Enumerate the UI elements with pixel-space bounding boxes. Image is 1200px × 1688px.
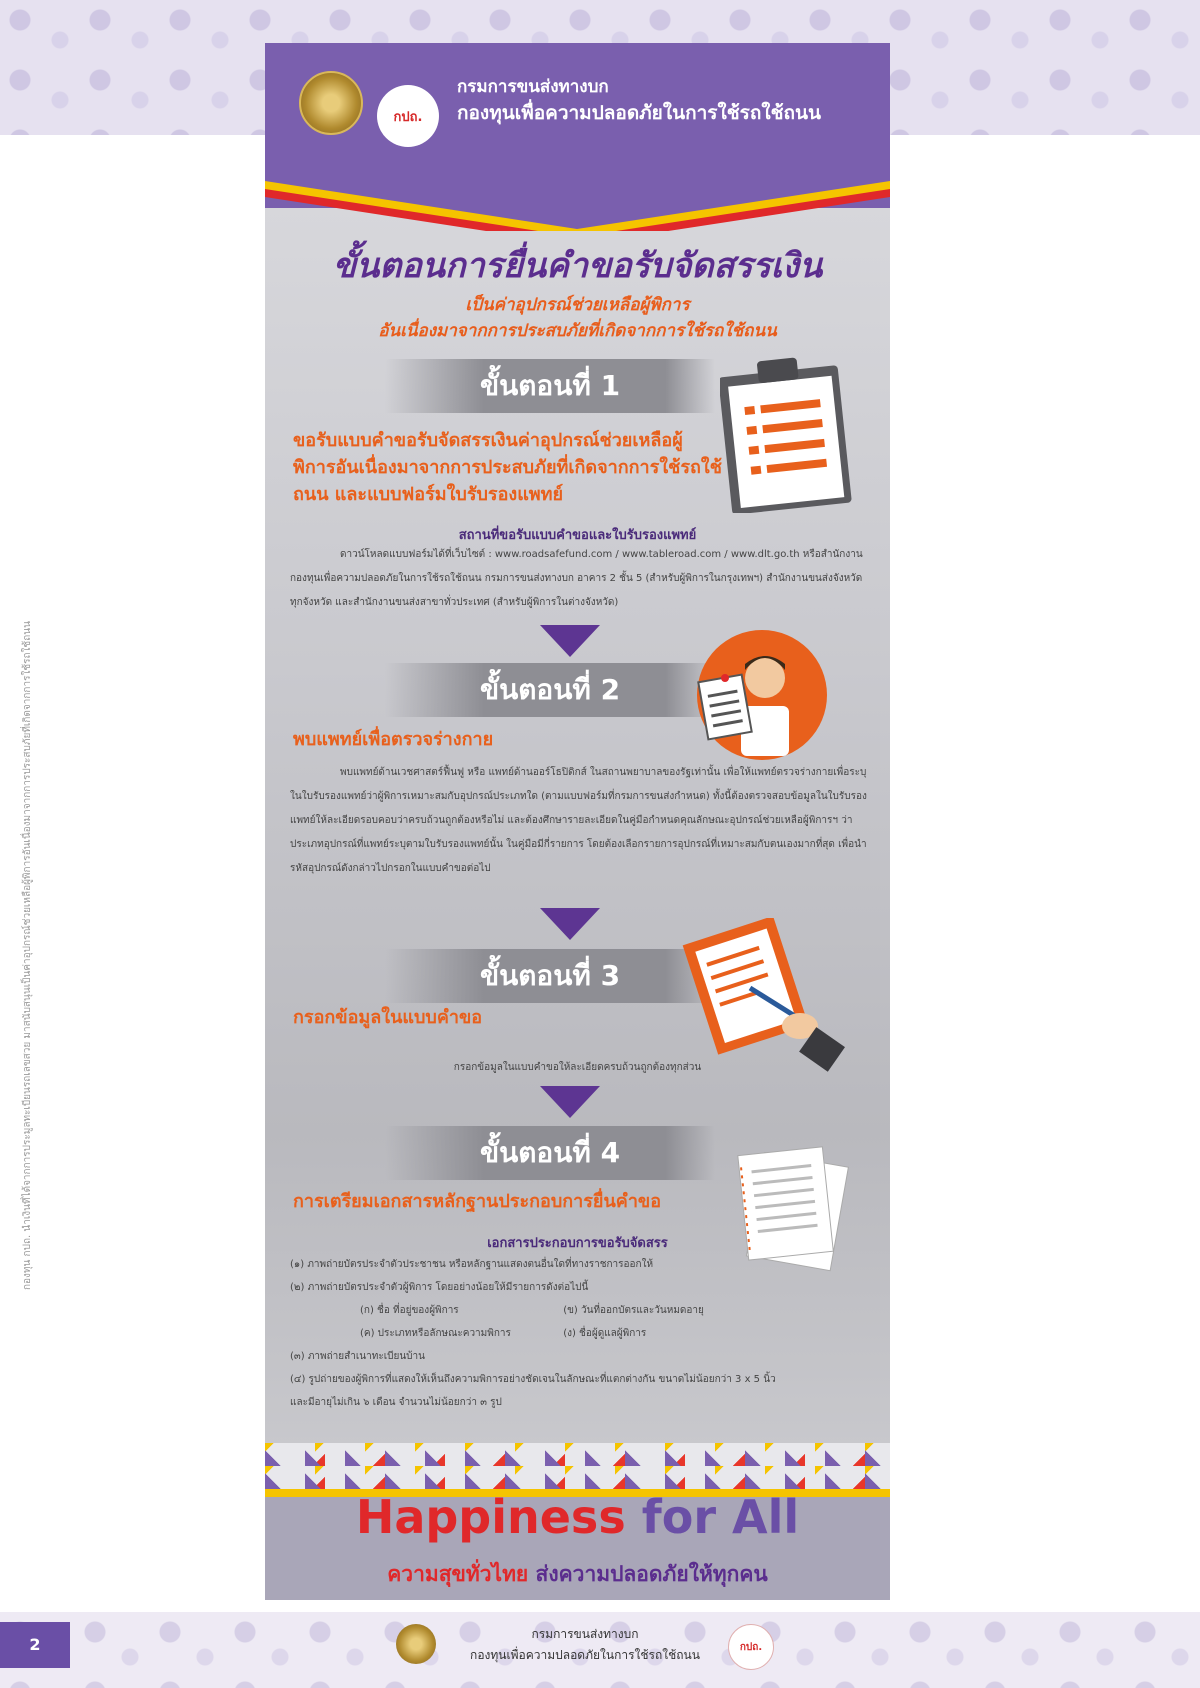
- list-subitem: (ค) ประเภทหรือลักษณะความพิการ (ง) ชื่อผู้ดูแลผู้พิการ: [360, 1328, 647, 1339]
- list-item: (๔) รูปถ่ายของผู้พิการที่แสดงให้เห็นถึงความพิการอย่างชัดเจนในลักษณะที่แตกต่างกัน ขนาดไม่น้อยกว่า 3 x 5 นิ้ว: [290, 1374, 776, 1385]
- step-4-banner: ขั้นตอนที่ 4: [385, 1126, 715, 1180]
- down-arrow-icon: [540, 1086, 600, 1118]
- step-2-heading: พบแพทย์เพื่อตรวจร่างกาย: [293, 729, 494, 750]
- step-3-banner: ขั้นตอนที่ 3: [385, 949, 715, 1003]
- happiness-slogan: Happiness for All: [355, 1490, 800, 1544]
- list-subitem: (ก) ชื่อ ที่อยู่ของผู้พิการ (ข) วันที่ออกบัตรและวันหมดอายุ: [360, 1305, 704, 1316]
- list-item: (๑) ภาพถ่ายบัตรประจำตัวประชาชน หรือหลักฐานแสดงตนอื่นใดที่ทางราชการออกให้: [290, 1259, 654, 1270]
- poster-title: ขั้นตอนการยื่นคำขอรับจัดสรรเงิน: [332, 246, 823, 286]
- org-name-1: กรมการขนส่งทางบก: [457, 77, 609, 97]
- thai-slogan: ความสุขทั่วไทย ส่งความปลอดภัยให้ทุกคน: [387, 1562, 768, 1586]
- list-item: (๒) ภาพถ่ายบัตรประจำตัวผู้พิการ โดยอย่างน้อยให้มีรายการดังต่อไปนี้: [290, 1282, 589, 1293]
- step-1-subhead: สถานที่ขอรับแบบคำขอและใบรับรองแพทย์: [458, 528, 697, 543]
- step-3-heading: กรอกข้อมูลในแบบคำขอ: [293, 1007, 483, 1028]
- step-2-body: พบแพทย์ด้านเวชศาสตร์ฟื้นฟู หรือ แพทย์ด้านออร์โธปิดิกส์ ในสถานพยาบาลของรัฐเท่านั้น เพื่อให้แพทย์ตรวจร่างกายเพื่อระบุในใบรับรองแพทย์ว่าผู้พิการเหมาะสมกับอุปกรณ์ประเภทใด (ตามแบบฟอร์มที่กรมการขนส่งกำหนด) ทั้งนี้ต้องตรวจสอบข้อมูลในใบรับรองแพทย์ให้ละเอียดรอบคอบว่าครบถ้วนถูกต้องหรือไม่ และต้องศึกษารายละเอียดในคู่มือกำหนดคุณลักษณะอุปกรณ์ช่วยเหลือผู้พิการฯ ว่าประเภทอุปกรณ์ที่แพทย์ระบุตามใบรับรองแพทย์นั้น ในคู่มือมีกี่รายการ โดยต้องเลือกรายการอุปกรณ์ที่เหมาะสมกับตนเองมากที่สุด เพื่อนำรหัสอุปกรณ์ดังกล่าวไปกรอกในแบบคำขอต่อไป: [290, 767, 867, 874]
- header-chevron-stripe: [265, 161, 890, 231]
- department-emblem-icon: [299, 71, 363, 135]
- org-name-2: กองทุนเพื่อความปลอดภัยในการใช้รถใช้ถนน: [457, 102, 821, 124]
- clipboard-icon: [720, 353, 855, 513]
- writing-form-icon: [680, 918, 850, 1078]
- infographic-poster: [265, 43, 890, 1600]
- step-1-heading: ขอรับแบบคำขอรับจัดสรรเงินค่าอุปกรณ์ช่วยเหลือผู้พิการอันเนื่องมาจากการประสบภัยที่เกิดจากการใช้รถใช้ถนน และแบบฟอร์มใบรับรองแพทย์: [293, 430, 722, 505]
- step-3-body: กรอกข้อมูลในแบบคำขอให้ละเอียดครบถ้วนถูกต้องทุกส่วน: [453, 1062, 702, 1073]
- side-note: กองทุน กปถ. นำเงินที่ได้จากการประมูลทะเบียนรถเลขสวย มาสนับสนุนเป็นค่าอุปกรณ์ช่วยเหลือผู้พิการอันเนื่องมาจากการประสบภัยที่เกิดจากการใช้รถใช้ถนน: [22, 621, 33, 1290]
- page-number: 2: [0, 1622, 70, 1668]
- down-arrow-icon: [540, 625, 600, 657]
- footer-emblem-icon: [396, 1624, 436, 1664]
- footer-logo-icon: กปถ.: [728, 1624, 774, 1670]
- poster-subtitle-1: เป็นค่าอุปกรณ์ช่วยเหลือผู้พิการ: [465, 295, 690, 315]
- step-1-banner: ขั้นตอนที่ 1: [385, 359, 715, 413]
- step-4-subhead: เอกสารประกอบการขอรับจัดสรร: [487, 1236, 668, 1251]
- decorative-pattern-band: [265, 1443, 890, 1489]
- step-2-banner: ขั้นตอนที่ 2: [385, 663, 715, 717]
- document-list: [290, 1253, 870, 1414]
- poster-subtitle-2: อันเนื่องมาจากการประสบภัยที่เกิดจากการใช้รถใช้ถนน: [378, 321, 777, 341]
- list-item: (๓) ภาพถ่ายสำเนาทะเบียนบ้าน: [290, 1351, 425, 1362]
- footer-org-2: กองทุนเพื่อความปลอดภัยในการใช้รถใช้ถนน: [470, 1648, 700, 1662]
- fund-logo-icon: กปถ.: [377, 85, 439, 147]
- step-4-heading: การเตรียมเอกสารหลักฐานประกอบการยื่นคำขอ: [293, 1191, 662, 1212]
- down-arrow-icon: [540, 908, 600, 940]
- step-1-body: ดาวน์โหลดแบบฟอร์มได้ที่เว็บไซต์ : www.roadsafefund.com / www.tableroad.com / www.dlt.go.th หรือสำนักงานกองทุนเพื่อความปลอดภัยในการใช้รถใช้ถนน กรมการขนส่งทางบก อาคาร 2 ชั้น 5 (สำหรับผู้พิการในกรุงเทพฯ) สำนักงานขนส่งจังหวัดทุกจังหวัด และสำนักงานขนส่งสาขาทั่วประเทศ (สำหรับผู้พิการในต่างจังหวัด): [290, 549, 863, 608]
- list-item: และมีอายุไม่เกิน ๖ เดือน จำนวนไม่น้อยกว่า ๓ รูป: [290, 1397, 502, 1408]
- footer-org-1: กรมการขนส่งทางบก: [531, 1627, 639, 1641]
